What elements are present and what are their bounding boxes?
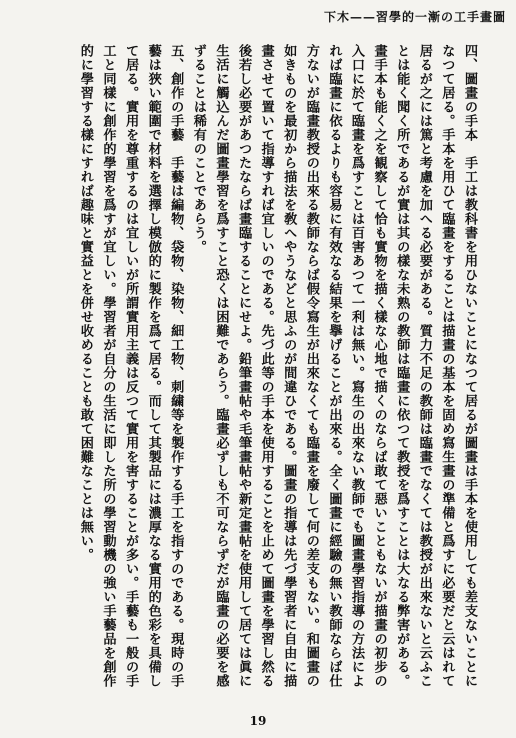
vertical-body-text [60,44,480,694]
running-header: 圖畫手工の漸一的學習——木下 [323,10,506,24]
page-number: 19 [249,714,267,728]
paragraph-section-5: 五、創作の手藝 手藝は編物、袋物、染物、細工物、刺繍等を製作する手工を指すのである。現時の手藝は狹い範圍で材料を選擇し模倣的に製作を爲て居る。而して其製品には濃厚なる實用的色彩を具備して居る。實用を尊重するのは宜しいが所謂實用主義は反つて實用を害することが多い。手藝も一般の手工と同樣に創作的學習を爲すが宜しい。學習者が自分の生活に即した所の學習動機の強い手藝品を創作的に學習する樣にすれば趣味と實益とを併せ收めることも敢て困難なことは無い。 [77,44,184,688]
paragraph-section-4: 四、圖畫の手本 手工は教科書を用ひないことになつて居るが圖畫は手本を使用しても差支ないことになつて居る。手本を用ひて臨畫をすることは描畫の基本を固め寫生畫の準備と爲すに必要だと云はれて居るが之には篤と考慮を加へる必要がある。質力不足の教師は臨畫でなくては教授が出來ないと云ふことは能く聞く所であるが實は其の樣な未熟の教師は臨畫に依つて教授を爲すことは大なる弊害がある。畫手本も能く之を観察して恰も實物を描く樣な心地で描くのならば敢て惡いこともないが描畫の初步の入口に於て臨畫を爲すことは百害あつて一利は無い。寫生の出來ない教師でも圖畫學習指導の方法によれば臨畫に依るよりも容易に有效なる結果を擧げることが出來る。全く圖畫に經驗の無い教師ならば仕方ないが臨畫教授の出來る教師ならば假令寫生が出來なくても臨畫を廢して何の差支もない。和圖畫の如きものを最初から描法を敎へやうなどと思ふのが間違ひである。圖畫の指導は先づ學習者に自由に描畫させて置いて指導すれば宜しいのである。先づ此等の手本を使用することを止めて圖畫を學習し然る後若し必要があつたならば畫臨することにせよ。鉛筆畫帖や毛筆畫帖や新定畫帖を使用して居ては眞に生活に觸込んだ圖畫學習を爲すこと恐くは困難であらう。臨畫必ずしも不可ならずだが臨畫の必要を感ずることは稀有のことであらう。 [190,44,477,688]
